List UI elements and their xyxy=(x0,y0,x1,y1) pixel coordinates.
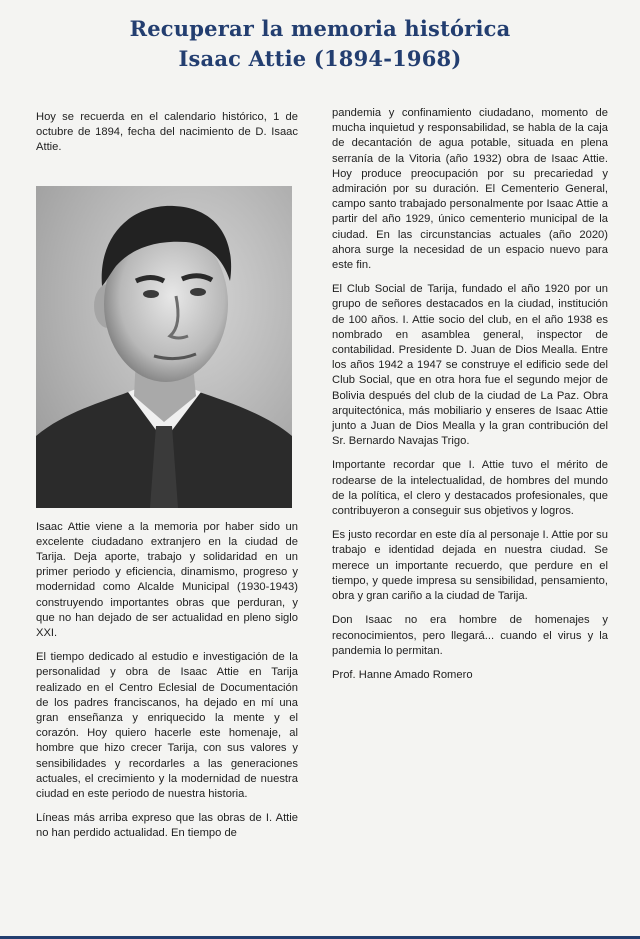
portrait-photo xyxy=(36,186,292,508)
article-title: Recuperar la memoria histórica xyxy=(129,16,511,41)
right-paragraph-3: Importante recordar que I. Attie tuvo el mérito de rodearse de la intelectualidad, de hombres del mundo de la política, el clero y destacados profesionales, que contribuyeron a conseguir sus objetivos y logros. xyxy=(332,459,608,518)
left-column xyxy=(36,110,298,851)
right-paragraph-5: Don Isaac no era hombre de homenajes y reconocimientos, pero llegará... cuando el virus y la pandemia lo permitan. xyxy=(332,614,608,657)
right-paragraph-4: Es justo recordar en este día al personaje I. Attie por su trabajo e identidad dejada en nuestra ciudad. Se merece un importante recuerdo, que perdure en el tiempo, y quede impresa su sensibilidad, pensamiento, obra y gran cariño a la ciudad de Tarija. xyxy=(332,529,608,603)
right-paragraph-2: El Club Social de Tarija, fundado el año 1920 por un grupo de señores destacados en la ciudad, institución de 100 años. I. Attie socio del club, en el año 1938 es nombrado en asamblea general, inspector de contabilidad. Presidente D. Juan de Dios Mealla. Entre los años 1942 a 1947 se construye el edificio sede del Club Social, que en otra hora fue el segundo mejor de Bolivia después del club de la ciudad de La Paz. Obra arquitectónica, más mobiliario y enseres de Isaac Attie junto a Juan de Dios Mealla y la gran contribución del Sr. Bernardo Navajas Trigo. xyxy=(332,283,608,448)
article-subtitle: Isaac Attie (1894-1968) xyxy=(178,46,462,71)
left-paragraph-1: Isaac Attie viene a la memoria por haber sido un excelente ciudadano extranjero en la ciudad de Tarija. Deja aporte, trabajo y solidaridad en un primer periodo y eficiencia, dinamismo, progreso y modernidad como Alcalde Municipal (1930-1943) construyendo importantes obras que perduran, y que no han dejado de ser actualidad en pleno siglo XXI. xyxy=(36,520,298,640)
left-paragraph-3: Líneas más arriba expreso que las obras de I. Attie no han perdido actualidad. En tiempo de xyxy=(36,812,298,840)
right-paragraph-1: pandemia y confinamiento ciudadano, momento de mucha inquietud y responsabilidad, se habla de la caja de decantación de agua potable, situada en plena serranía de la Vitoria (año 1932) obra de Isaac Attie. Hoy produce preocupación por su precariedad y admiración por su duración. El Cementerio General, campo santo trabajado personalmente por Isaac Attie a partir del año 1929, único cementerio municipal de la ciudad. En las circunstancias actuales (año 2020) ahora surge la necesidad de un espacio nuevo para este fin. xyxy=(332,107,608,272)
intro-paragraph: Hoy se recuerda en el calendario histórico, 1 de octubre de 1894, fecha del nacimiento de D. Isaac Attie. xyxy=(36,111,298,154)
author-signature: Prof. Hanne Amado Romero xyxy=(332,668,473,681)
portrait-image xyxy=(36,186,292,508)
article-header xyxy=(0,14,640,74)
right-column xyxy=(332,106,608,692)
left-paragraph-2: El tiempo dedicado al estudio e investigación de la personalidad y obra de Isaac Attie en Tarija realizado en el Centro Eclesial de Documentación de los padres franciscanos, ha dejado en mí una gran enseñanza y enriquecido la mente y el corazón. Hoy quiero hacerle este homenaje, al hombre que hizo crecer Tarija, con sus valores y sensibilidades y recordarles a las generaciones actuales, el crecimiento y la modernidad de nuestra ciudad en este periodo de nuestra historia. xyxy=(36,651,298,801)
